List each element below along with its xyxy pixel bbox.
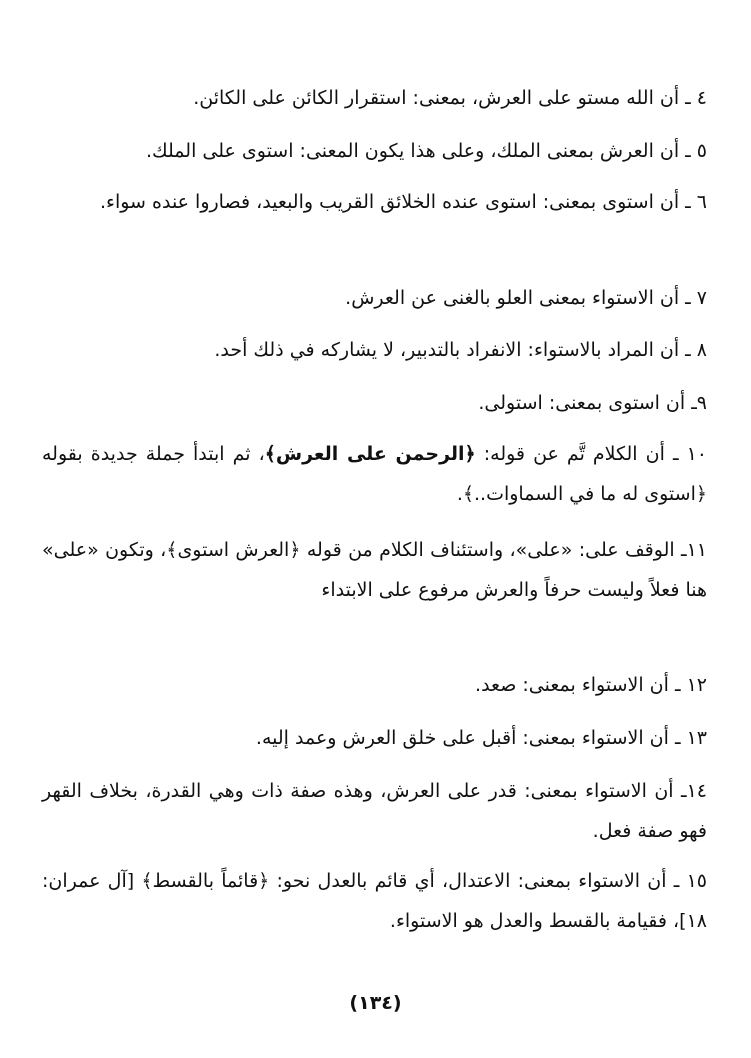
item-separator: ـ [674, 539, 687, 561]
item-text: أن الاستواء بمعنى: أقبل على خلق العرش وعمد إليه. [255, 727, 669, 749]
list-item-7 [42, 278, 707, 318]
item-text: أن المراد بالاستواء: الانفراد بالتدبير، لا يشاركه في ذلك أحد. [214, 339, 680, 361]
list-item-14 [42, 771, 707, 851]
item-text: أن استوى بمعنى: استوى عنده الخلائق القريب والبعيد، فصاروا عنده سواء. [99, 191, 680, 213]
item-number: ٤ [696, 87, 707, 109]
item-number: ٦ [696, 191, 707, 213]
item-text: أن العرش بمعنى الملك، وعلى هذا يكون المعنى: استوى على الملك. [145, 140, 680, 162]
item-number: ١٣ [686, 727, 707, 749]
list-item-5 [42, 131, 707, 171]
list-item-8 [42, 330, 707, 370]
item-number: ٨ [696, 339, 707, 361]
item-separator: ـ [679, 140, 697, 162]
item-text-before: أن الكلام تَّم عن قوله: [475, 443, 665, 465]
item-separator: ـ [664, 443, 687, 465]
item-number: ١٠ [686, 443, 708, 465]
item-text: أن الاستواء بمعنى: الاعتدال، أي قائم بالعدل نحو: ﴿قائماً بالقسط﴾ [آل عمران: ١٨]، فقيامة بالقسط والعدل هو الاستواء. [42, 870, 707, 932]
item-text: أن استوى بمعنى: استولى. [478, 392, 686, 414]
list-item-9 [42, 383, 707, 423]
item-number: ١٥ [686, 870, 707, 892]
item-text: أن الله مستو على العرش، بمعنى: استقرار الكائن على الكائن. [193, 87, 680, 109]
list-item-6 [42, 182, 707, 222]
item-number: ١٤ [686, 780, 707, 802]
item-number: ١١ [686, 539, 707, 561]
item-text: أن الاستواء بمعنى: صعد. [475, 674, 669, 696]
list-item-10 [42, 434, 707, 514]
list-item-11 [42, 530, 707, 610]
quran-quote-bold: ﴿الرحمن على العرش﴾ [264, 443, 476, 465]
page-number: (١٣٤) [349, 992, 402, 1014]
item-text-after: ، ثم ابتدأ جملة جديدة بقوله ﴿استوى له ما في السماوات..﴾. [42, 443, 707, 505]
item-number: ١٢ [686, 674, 707, 696]
item-text: أن الاستواء بمعنى العلو بالغنى عن العرش. [345, 287, 680, 309]
item-separator: ـ [685, 392, 697, 414]
item-separator: ـ [668, 727, 687, 749]
item-text: أن الاستواء بمعنى: قدر على العرش، وهذه صفة ذات وهي القدرة، بخلاف القهر فهو صفة فعل. [42, 780, 707, 842]
item-separator: ـ [679, 287, 697, 309]
item-separator: ـ [679, 87, 697, 109]
item-separator: ـ [673, 780, 687, 802]
item-separator: ـ [666, 870, 687, 892]
item-separator: ـ [668, 674, 687, 696]
list-item-13 [42, 718, 707, 758]
item-number: ٥ [696, 140, 707, 162]
list-item-12 [42, 665, 707, 705]
item-separator: ـ [679, 191, 697, 213]
item-separator: ـ [679, 339, 697, 361]
list-item-4 [42, 78, 707, 118]
item-number: ٧ [696, 287, 707, 309]
item-number: ٩ [696, 392, 707, 414]
item-text: الوقف على: «على»، واستئناف الكلام من قوله ﴿العرش استوى﴾، وتكون «على» هنا فعلاً وليست حرفاً والعرش مرفوع على الابتداء [42, 539, 707, 601]
list-item-15 [42, 861, 707, 941]
